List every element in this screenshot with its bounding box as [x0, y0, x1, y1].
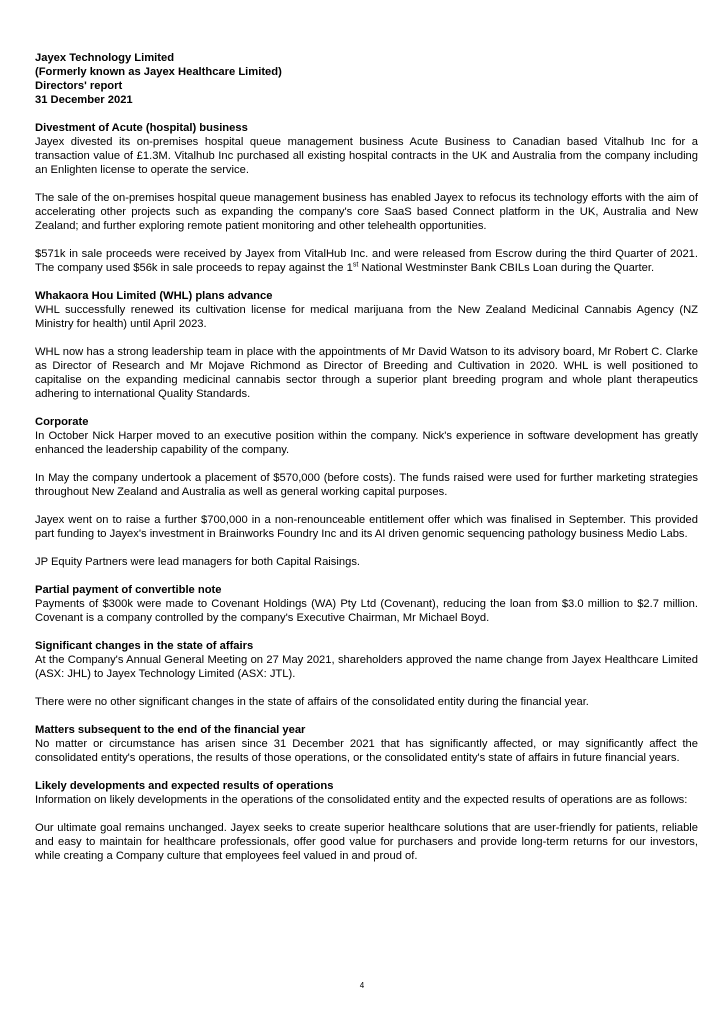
section-corporate	[35, 415, 698, 569]
paragraph-text: National Westminster Bank CBILs Loan during the Quarter.	[358, 262, 655, 274]
section-significant-changes	[35, 639, 698, 709]
section-title: Significant changes in the state of affairs	[35, 640, 254, 652]
paragraph: There were no other significant changes in the state of affairs of the consolidated entity during the financial year.	[35, 696, 589, 708]
paragraph: WHL now has a strong leadership team in place with the appointments of Mr David Watson to its advisory board, Mr Robert C. Clarke as Director of Research and Mr Mojave Richmond as Director of Breeding and Cultivation in 2020. WHL is well positioned to capitalise on the expanding medicinal cannabis sector through a superior plant breeding program and whole plant therapeutics adhering to international Quality Standards.	[35, 346, 698, 400]
report-header	[35, 51, 698, 107]
section-likely-developments	[35, 779, 698, 863]
paragraph: JP Equity Partners were lead managers for both Capital Raisings.	[35, 556, 361, 568]
section-title: Divestment of Acute (hospital) business	[35, 122, 248, 134]
paragraph: WHL successfully renewed its cultivation license for medical marijuana from the New Zealand Medicinal Cannabis Agency (NZ Ministry for health) until April 2023.	[35, 304, 698, 330]
paragraph: Payments of $300k were made to Covenant Holdings (WA) Pty Ltd (Covenant), reducing the loan from $3.0 million to $2.7 million. Covenant is a company controlled by the company's Executive Chairman, Mr Michael Boyd.	[35, 598, 698, 624]
paragraph: Our ultimate goal remains unchanged. Jayex seeks to create superior healthcare solutions that are user-friendly for patients, reliable and easy to maintain for healthcare professionals, offer good value for purchasers and provide long-term returns for our investors, while creating a Company culture that employees feel valued in and proud of.	[35, 822, 698, 862]
former-name: (Formerly known as Jayex Healthcare Limited)	[35, 66, 282, 78]
paragraph: Jayex went on to raise a further $700,000 in a non-renounceable entitlement offer which was finalised in September. This provided part funding to Jayex's investment in Brainworks Foundry Inc and its AI driven genomic sequencing pathology business Medio Labs.	[35, 514, 698, 540]
page-number: 4	[359, 981, 365, 990]
section-title: Partial payment of convertible note	[35, 584, 222, 596]
paragraph: In October Nick Harper moved to an executive position within the company. Nick's experience in software development has greatly enhanced the leadership capability of the company.	[35, 430, 698, 456]
report-date: 31 December 2021	[35, 94, 133, 106]
paragraph: No matter or circumstance has arisen since 31 December 2021 that has significantly affected, or may significantly affect the consolidated entity's operations, the results of those operations, or the consolidated entity's state of affairs in future financial years.	[35, 738, 698, 764]
section-divestment	[35, 121, 698, 275]
section-title: Corporate	[35, 416, 89, 428]
section-convertible-note	[35, 583, 698, 625]
report-title: Directors' report	[35, 80, 123, 92]
company-name: Jayex Technology Limited	[35, 52, 175, 64]
section-title: Matters subsequent to the end of the financial year	[35, 724, 306, 736]
ordinal-suffix: st	[352, 261, 359, 269]
section-subsequent-matters	[35, 723, 698, 765]
document-page	[35, 51, 698, 863]
paragraph: The sale of the on-premises hospital queue management business has enabled Jayex to refocus its technology efforts with the aim of accelerating other projects such as expanding the company's core SaaS based Connect platform in the UK, Australia and New Zealand; and further exploring remote patient monitoring and other telehealth opportunities.	[35, 192, 698, 232]
paragraph	[35, 247, 698, 275]
paragraph: At the Company's Annual General Meeting on 27 May 2021, shareholders approved the name change from Jayex Healthcare Limited (ASX: JHL) to Jayex Technology Limited (ASX: JTL).	[35, 654, 698, 680]
section-title: Whakaora Hou Limited (WHL) plans advance	[35, 290, 273, 302]
paragraph-text: $571k in sale proceeds were received by Jayex from VitalHub Inc. and were released from Escrow during the third Quarter of 2021. The company used $56k in sale proceeds to repay against the 1	[35, 248, 698, 274]
paragraph: Information on likely developments in the operations of the consolidated entity and the expected results of operations are as follows:	[35, 794, 688, 806]
paragraph: In May the company undertook a placement of $570,000 (before costs). The funds raised were used for further marketing strategies throughout New Zealand and Australia as well as general working capital purposes.	[35, 472, 698, 498]
section-title: Likely developments and expected results of operations	[35, 780, 334, 792]
section-whl	[35, 289, 698, 401]
paragraph: Jayex divested its on-premises hospital queue management business Acute Business to Canadian based Vitalhub Inc for a transaction value of £1.3M. Vitalhub Inc purchased all existing hospital contracts in the UK and Australia from the company including an Enlighten license to operate the service.	[35, 136, 698, 176]
